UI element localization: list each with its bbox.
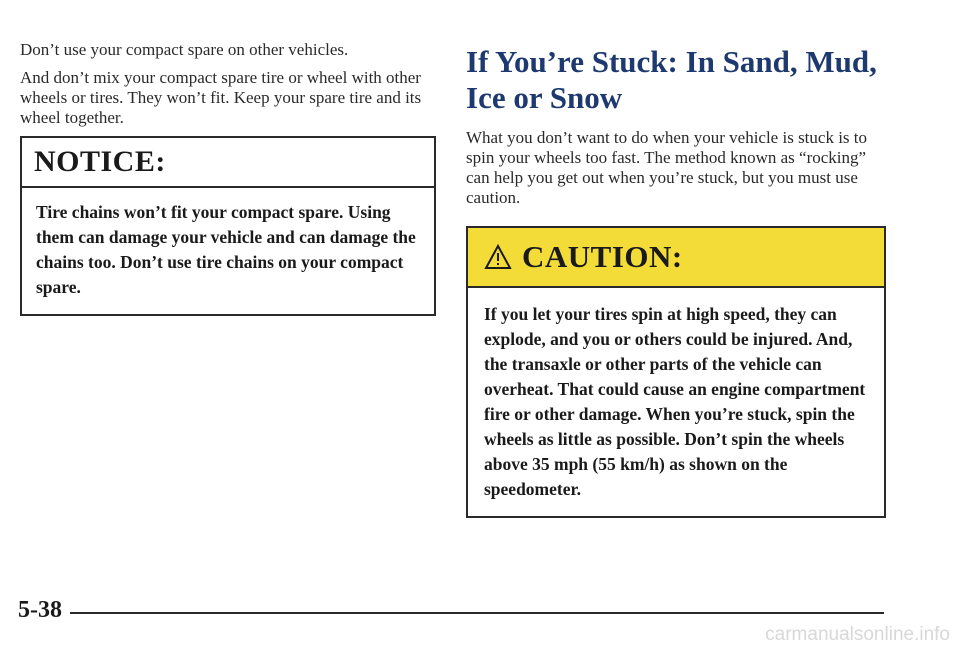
page-number: 5-38 [18,597,62,623]
caution-header [468,228,884,288]
site-watermark: carmanualsonline.info [765,624,950,645]
caution-box [466,226,886,518]
spare-mix-paragraph: And don’t mix your compact spare tire or wheel with other wheels or tires. They won’t fit. Keep your spare tire and its wheel together. [20,68,422,127]
notice-title: NOTICE: [34,145,166,178]
warning-triangle-icon [484,244,512,270]
caution-body: If you let your tires spin at high speed, they can explode, and you or others could be injured. And, the transaxle or other parts of the vehicle can overheat. That could cause an engine compartment fire or other damage. When you’re stuck, spin the wheels as little as possible. Don’t spin the wheels above 35 mph (55 km/h) as shown on the speedometer. [484,304,866,499]
section-title: If You’re Stuck: In Sand, Mud, Ice or Snow [466,44,877,115]
notice-body: Tire chains won’t fit your compact spare. Using them can damage your vehicle and can damage the chains too. Don’t use tire chains on your compact spare. [36,202,416,297]
caution-title: CAUTION: [522,239,683,274]
footer-rule [70,612,884,614]
notice-header [22,138,434,188]
left-column [20,40,440,316]
spare-other-vehicles-paragraph: Don’t use your compact spare on other vehicles. [20,40,349,59]
page-footer [18,597,884,624]
notice-box [20,136,436,316]
stuck-intro-paragraph: What you don’t want to do when your vehicle is stuck is to spin your wheels too fast. The method known as “rocking” can help you get out when you’re stuck, but you must use caution. [466,128,868,207]
right-column [466,44,886,518]
